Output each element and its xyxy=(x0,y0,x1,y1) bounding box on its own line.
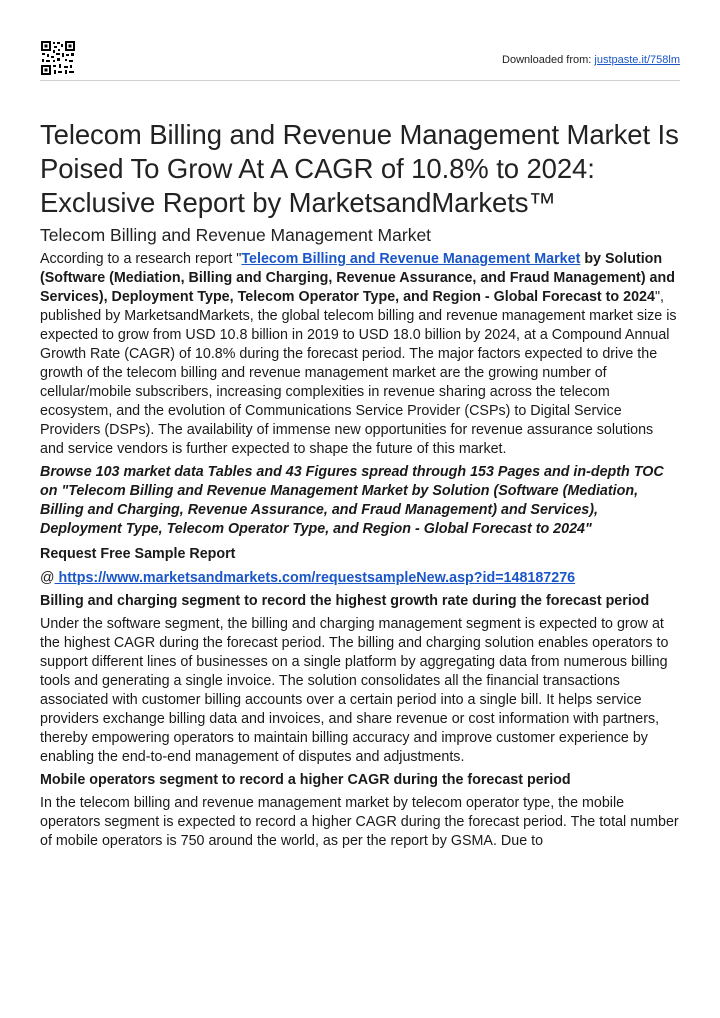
page-header xyxy=(40,36,680,82)
qr-code-icon xyxy=(40,40,76,76)
download-source xyxy=(502,54,680,66)
intro-paragraph xyxy=(40,250,680,459)
request-at: @ xyxy=(40,570,55,586)
report-link[interactable]: Telecom Billing and Revenue Management Market xyxy=(241,251,581,267)
section1-body: Under the software segment, the billing and charging management segment is expected to grow at the highest CAGR during the forecast period. The billing and charging solution enables operators to support different lines of businesses on a single platform by aggregating data from numerous billing tools and generating a single invoice. The solution consolidates all the financial transactions associated with customer billing accounts over a certain period into a single bill. It helps service providers exchange billing data and invoices, and share revenue or cost information with partners, thereby empowering operators to maintain billing accuracy and improve customer experience by enabling the end-to-end management of disputes and adjustments. xyxy=(40,616,669,765)
document-body xyxy=(40,118,680,851)
request-sample-link[interactable]: https://www.marketsandmarkets.com/requestsampleNew.asp?id=148187276 xyxy=(54,570,576,586)
section2-body: In the telecom billing and revenue management market by telecom operator type, the mobile operators segment is expected to record a higher CAGR during the forecast period. The total number of mobile operators is 750 around the world, as per the report by GSMA. Due to xyxy=(40,795,679,849)
section2-heading: Mobile operators segment to record a higher CAGR during the forecast period xyxy=(40,772,571,788)
downloaded-from-label: Downloaded from: xyxy=(502,54,592,66)
page-title: Telecom Billing and Revenue Management Market Is Poised To Grow At A CAGR of 10.8% to 2024: Exclusive Report by MarketsandMarkets™ xyxy=(40,119,679,218)
header-divider xyxy=(40,80,680,81)
page-subtitle: Telecom Billing and Revenue Management Market xyxy=(40,225,432,245)
source-link[interactable]: justpaste.it/758lm xyxy=(594,54,680,66)
request-url-line xyxy=(40,569,680,588)
browse-paragraph: Browse 103 market data Tables and 43 Figures spread through 153 Pages and in-depth TOC on "Telecom Billing and Revenue Management Market by Solution (Software (Mediation, Billing and Charging, Revenue Assurance, and Fraud Management) and Services), Deployment Type, Telecom Operator Type, and Region - Global Forecast to 2024" xyxy=(40,464,664,537)
intro-body: ", published by MarketsandMarkets, the global telecom billing and revenue management market size is expected to grow from USD 10.8 billion in 2019 to USD 18.0 billion by 2024, at a Compound Annual Growth Rate (CAGR) of 10.8% during the forecast period. The major factors expected to drive the growth of the telecom billing and revenue management market are the growing number of cellular/mobile subscribers, increasing complexities in revenue sharing across the telecom ecosystem, and the evolution of Communications Service Provider (CSPs) to Digital Service Providers (DSPs). The availability of immense new opportunities for revenue assurance solutions and service vendors is further expected to shape the future of this market. xyxy=(40,289,677,457)
request-heading: Request Free Sample Report xyxy=(40,546,236,562)
intro-report-title: by Solution (Software (Mediation, Billing and Charging, Revenue Assurance, and Fraud Management) and Services), Deployment Type, Telecom Operator Type, and Region - Global Forecast to 2024 xyxy=(40,251,675,305)
section1-heading: Billing and charging segment to record the highest growth rate during the forecast period xyxy=(40,593,650,609)
intro-prefix: According to a research report " xyxy=(40,251,242,267)
